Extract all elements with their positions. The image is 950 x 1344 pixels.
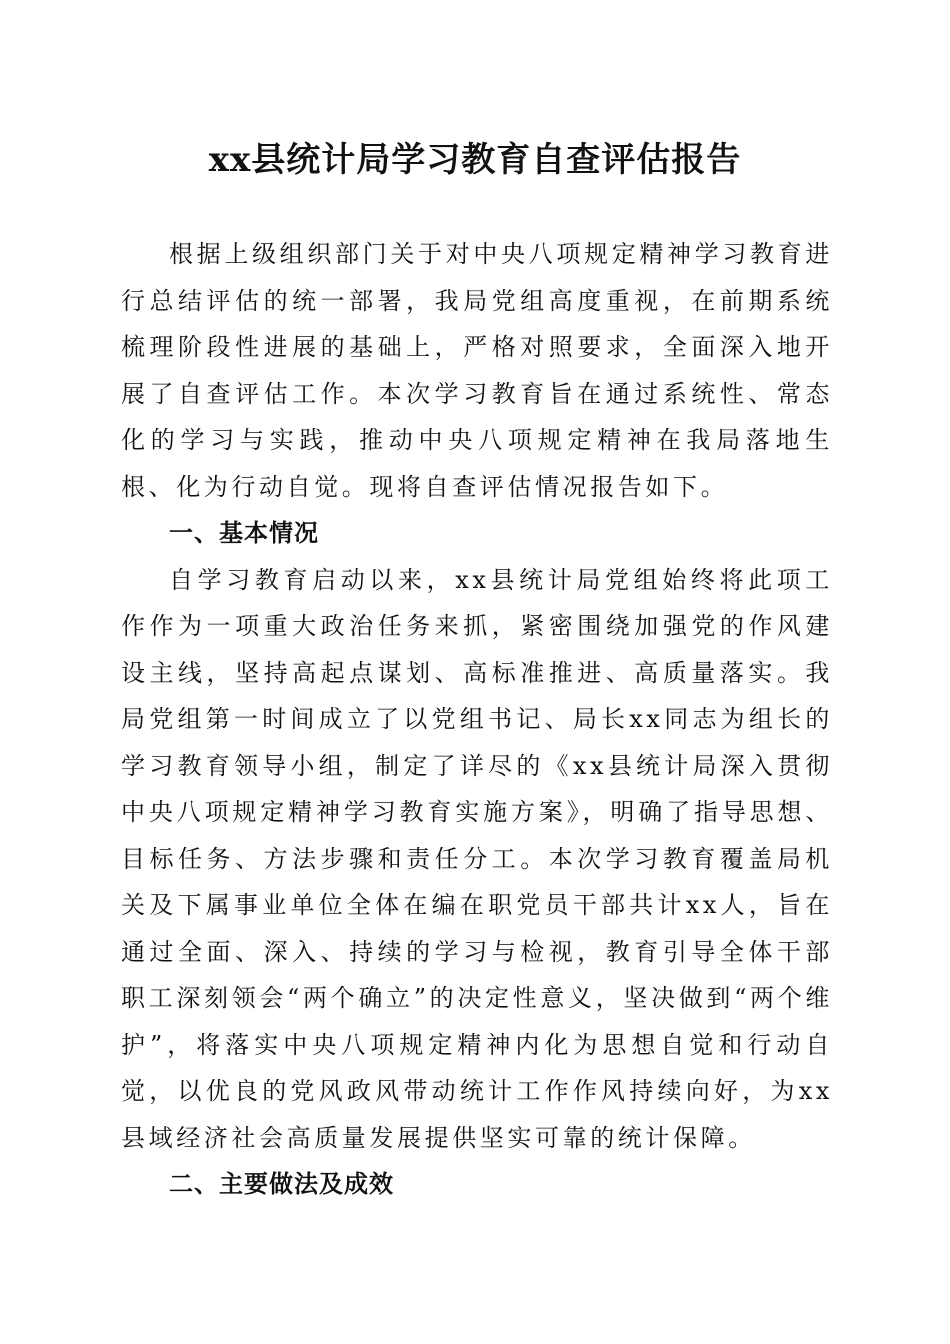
section-paragraph-basic-situation: 自学习教育启动以来，xx县统计局党组始终将此项工作作为一项重大政治任务来抓，紧密围绕加强党的作风建设主线，坚持高起点谋划、高标准推进、高质量落实。我局党组第一时间成立了以党组书记、局长xx同志为组长的学习教育领导小组，制定了详尽的《xx县统计局深入贯彻中央八项规定精神学习教育实施方案》，明确了指导思想、目标任务、方法步骤和责任分工。本次学习教育覆盖局机关及下属事业单位全体在编在职党员干部共计xx人，旨在通过全面、深入、持续的学习与检视，教育引导全体干部职工深刻领会“两个确立”的决定性意义，坚决做到“两个维护”，将落实中央八项规定精神内化为思想自觉和行动自觉，以优良的党风政风带动统计工作作风持续向好，为xx县域经济社会高质量发展提供坚实可靠的统计保障。	[121, 565, 833, 1152]
document-body	[121, 231, 833, 1208]
section-heading-basic-situation: 一、基本情况	[169, 518, 319, 547]
section-heading-main-practices: 二、主要做法及成效	[169, 1169, 394, 1198]
document-title: xx县统计局学习教育自查评估报告	[208, 140, 742, 180]
intro-paragraph: 根据上级组织部门关于对中央八项规定精神学习教育进行总结评估的统一部署，我局党组高度重视，在前期系统梳理阶段性进展的基础上，严格对照要求，全面深入地开展了自查评估工作。本次学习教育旨在通过系统性、常态化的学习与实践，推动中央八项规定精神在我局落地生根、化为行动自觉。现将自查评估情况报告如下。	[121, 240, 833, 501]
